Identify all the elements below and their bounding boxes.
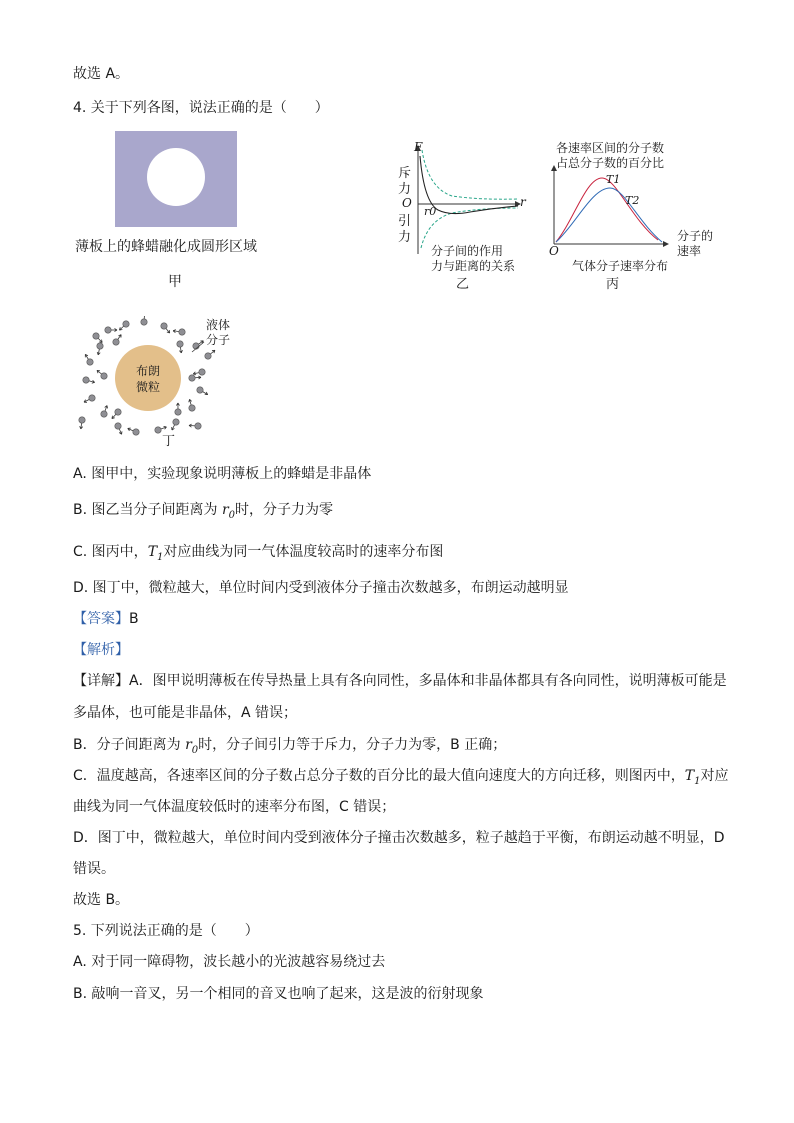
answer-tag: 【答案】 [73, 611, 129, 627]
fig-yi-tag: 乙 [456, 277, 470, 292]
liquid-molecule [115, 423, 122, 434]
detail-tag: 【详解】 [73, 673, 129, 689]
r0-symbol: $r_0$ [221, 502, 236, 521]
melted-circle [147, 148, 205, 206]
liquid-molecule [141, 316, 147, 325]
fig-yi-axis-f: F [414, 140, 423, 154]
liquid-molecule [205, 350, 215, 359]
fig-bing-ylabel-1: 各速率区间的分子数 [556, 141, 665, 155]
answer-value: B [129, 611, 139, 627]
fig-ding-liquid-2: 分子 [206, 333, 231, 347]
liquid-molecule [173, 329, 185, 335]
liquid-molecule [112, 409, 121, 419]
liquid-molecule [85, 354, 93, 365]
q4-option-b-text-end: 时，分子力为零 [235, 502, 334, 518]
detail-line-3 [73, 735, 506, 761]
q4-option-b-text: B. 图乙当分子间距离为 [73, 502, 222, 518]
liquid-molecule [79, 417, 85, 429]
detail-text-4-end: 对应 [700, 768, 729, 784]
r0-symbol-2: $r_0$ [185, 737, 199, 756]
liquid-molecule [119, 321, 129, 330]
detail-line-2: 多晶体，也可能是非晶体，A 错误； [73, 705, 298, 721]
fig-yi-caption-2: 力与距离的关系 [431, 259, 516, 273]
detail-line-5: 曲线为同一气体温度较低时的速率分布图，C 错误； [73, 799, 396, 815]
q4-option-c-text-end: 对应曲线为同一气体温度较高时的速率分布图 [163, 544, 444, 560]
detail-line-1 [73, 671, 727, 691]
liquid-molecule [197, 387, 208, 395]
fig-jia-caption: 薄板上的蜂蜡融化成圆形区域 [75, 239, 257, 255]
detail-text-3-end: 时，分子间引力等于斥力，分子力为零，B 正确； [198, 737, 507, 753]
fig-bing-xlabel-1: 分子的 [677, 229, 714, 243]
fig-bing-t2: T2 [625, 194, 640, 207]
fig-bing-ylabel-2: 占总分子数的百分比 [556, 156, 665, 170]
detail-line-4 [73, 766, 729, 792]
fig-jia-tag: 甲 [168, 274, 182, 290]
fig-ding-tag: 丁 [162, 434, 176, 449]
fig-ding-particle-1: 布朗 [136, 364, 161, 378]
liquid-molecule [101, 406, 108, 418]
fig-jia-plate [115, 131, 237, 227]
liquid-molecule [189, 399, 195, 411]
liquid-molecule [193, 341, 204, 349]
prev-conclusion: 故选 A。 [73, 66, 130, 82]
fig-yi-origin: O [402, 196, 412, 210]
liquid-molecule [161, 323, 170, 333]
liquid-molecule [105, 327, 117, 333]
q4-stem: 4. 关于下列各图，说法正确的是（ ） [73, 100, 329, 116]
fig-bing-t1: T1 [606, 173, 621, 186]
q4-conclusion: 故选 B。 [73, 892, 130, 908]
t1-symbol-2: $T_1$ [684, 768, 701, 787]
q5-option-a: A. 对于同一障碍物，波长越小的光波越容易绕过去 [73, 954, 386, 970]
fig-yi-attraction-1: 引 [398, 214, 412, 229]
q4-option-b [73, 500, 333, 526]
liquid-molecule [177, 341, 183, 353]
liquid-molecule [193, 369, 205, 375]
liquid-molecule [189, 423, 201, 429]
detail-line-7: 错误。 [73, 861, 115, 877]
liquid-molecule [97, 343, 103, 355]
liquid-molecule [175, 403, 181, 415]
fig-ding-liquid-1: 液体 [206, 318, 231, 332]
q4-option-c [73, 542, 443, 568]
fig-yi-r0: r0 [424, 205, 437, 218]
liquid-molecule [83, 377, 95, 383]
t1-symbol: $T_1$ [147, 544, 164, 563]
q5-option-b: B. 敲响一音叉，另一个相同的音叉也响了起来，这是波的衍射现象 [73, 986, 484, 1002]
fig-yi-repulsion-1: 斥 [398, 166, 412, 181]
liquid-molecule [189, 375, 201, 381]
fig-yi-attraction-2: 力 [398, 230, 412, 245]
detail-text-1: A．图甲说明薄板在传导热量上具有各向同性，多晶体和非晶体都具有各向同性，说明薄板可能是 [129, 673, 727, 689]
q4-option-a: A. 图甲中，实验现象说明薄板上的蜂蜡是非晶体 [73, 466, 372, 482]
detail-text-3: B．分子间距离为 [73, 737, 186, 753]
liquid-molecule [113, 335, 121, 346]
liquid-molecule [97, 370, 107, 379]
fig-bing-graph [540, 160, 670, 260]
fig-bing-origin: O [549, 244, 559, 258]
liquid-molecule [84, 395, 95, 403]
fig-bing-tag: 丙 [606, 277, 620, 292]
fig-ding-particle-2: 微粒 [136, 380, 161, 394]
fig-yi-caption-1: 分子间的作用 [431, 244, 504, 258]
fig-yi-axis-r: r [520, 195, 526, 209]
liquid-molecule [93, 333, 102, 343]
q4-option-c-text: C. 图丙中， [73, 544, 148, 560]
detail-text-4: C．温度越高，各速率区间的分子数占总分子数的百分比的最大值向速度大的方向迁移，则图丙中， [73, 768, 685, 784]
fig-yi-repulsion-2: 力 [398, 182, 412, 197]
analysis-tag: 【解析】 [73, 642, 129, 658]
q5-stem: 5. 下列说法正确的是（ ） [73, 923, 259, 939]
q4-option-d: D. 图丁中，微粒越大，单位时间内受到液体分子撞击次数越多，布朗运动越明显 [73, 580, 569, 596]
liquid-molecule [172, 419, 180, 430]
detail-line-6: D．图丁中，微粒越大，单位时间内受到液体分子撞击次数越多，粒子越趋于平衡，布朗运动越不明显，D [73, 830, 725, 846]
fig-bing-caption: 气体分子速率分布 [572, 259, 669, 273]
liquid-molecule [128, 428, 139, 435]
fig-bing-xlabel-2: 速率 [677, 244, 702, 258]
answer-line [73, 609, 139, 629]
